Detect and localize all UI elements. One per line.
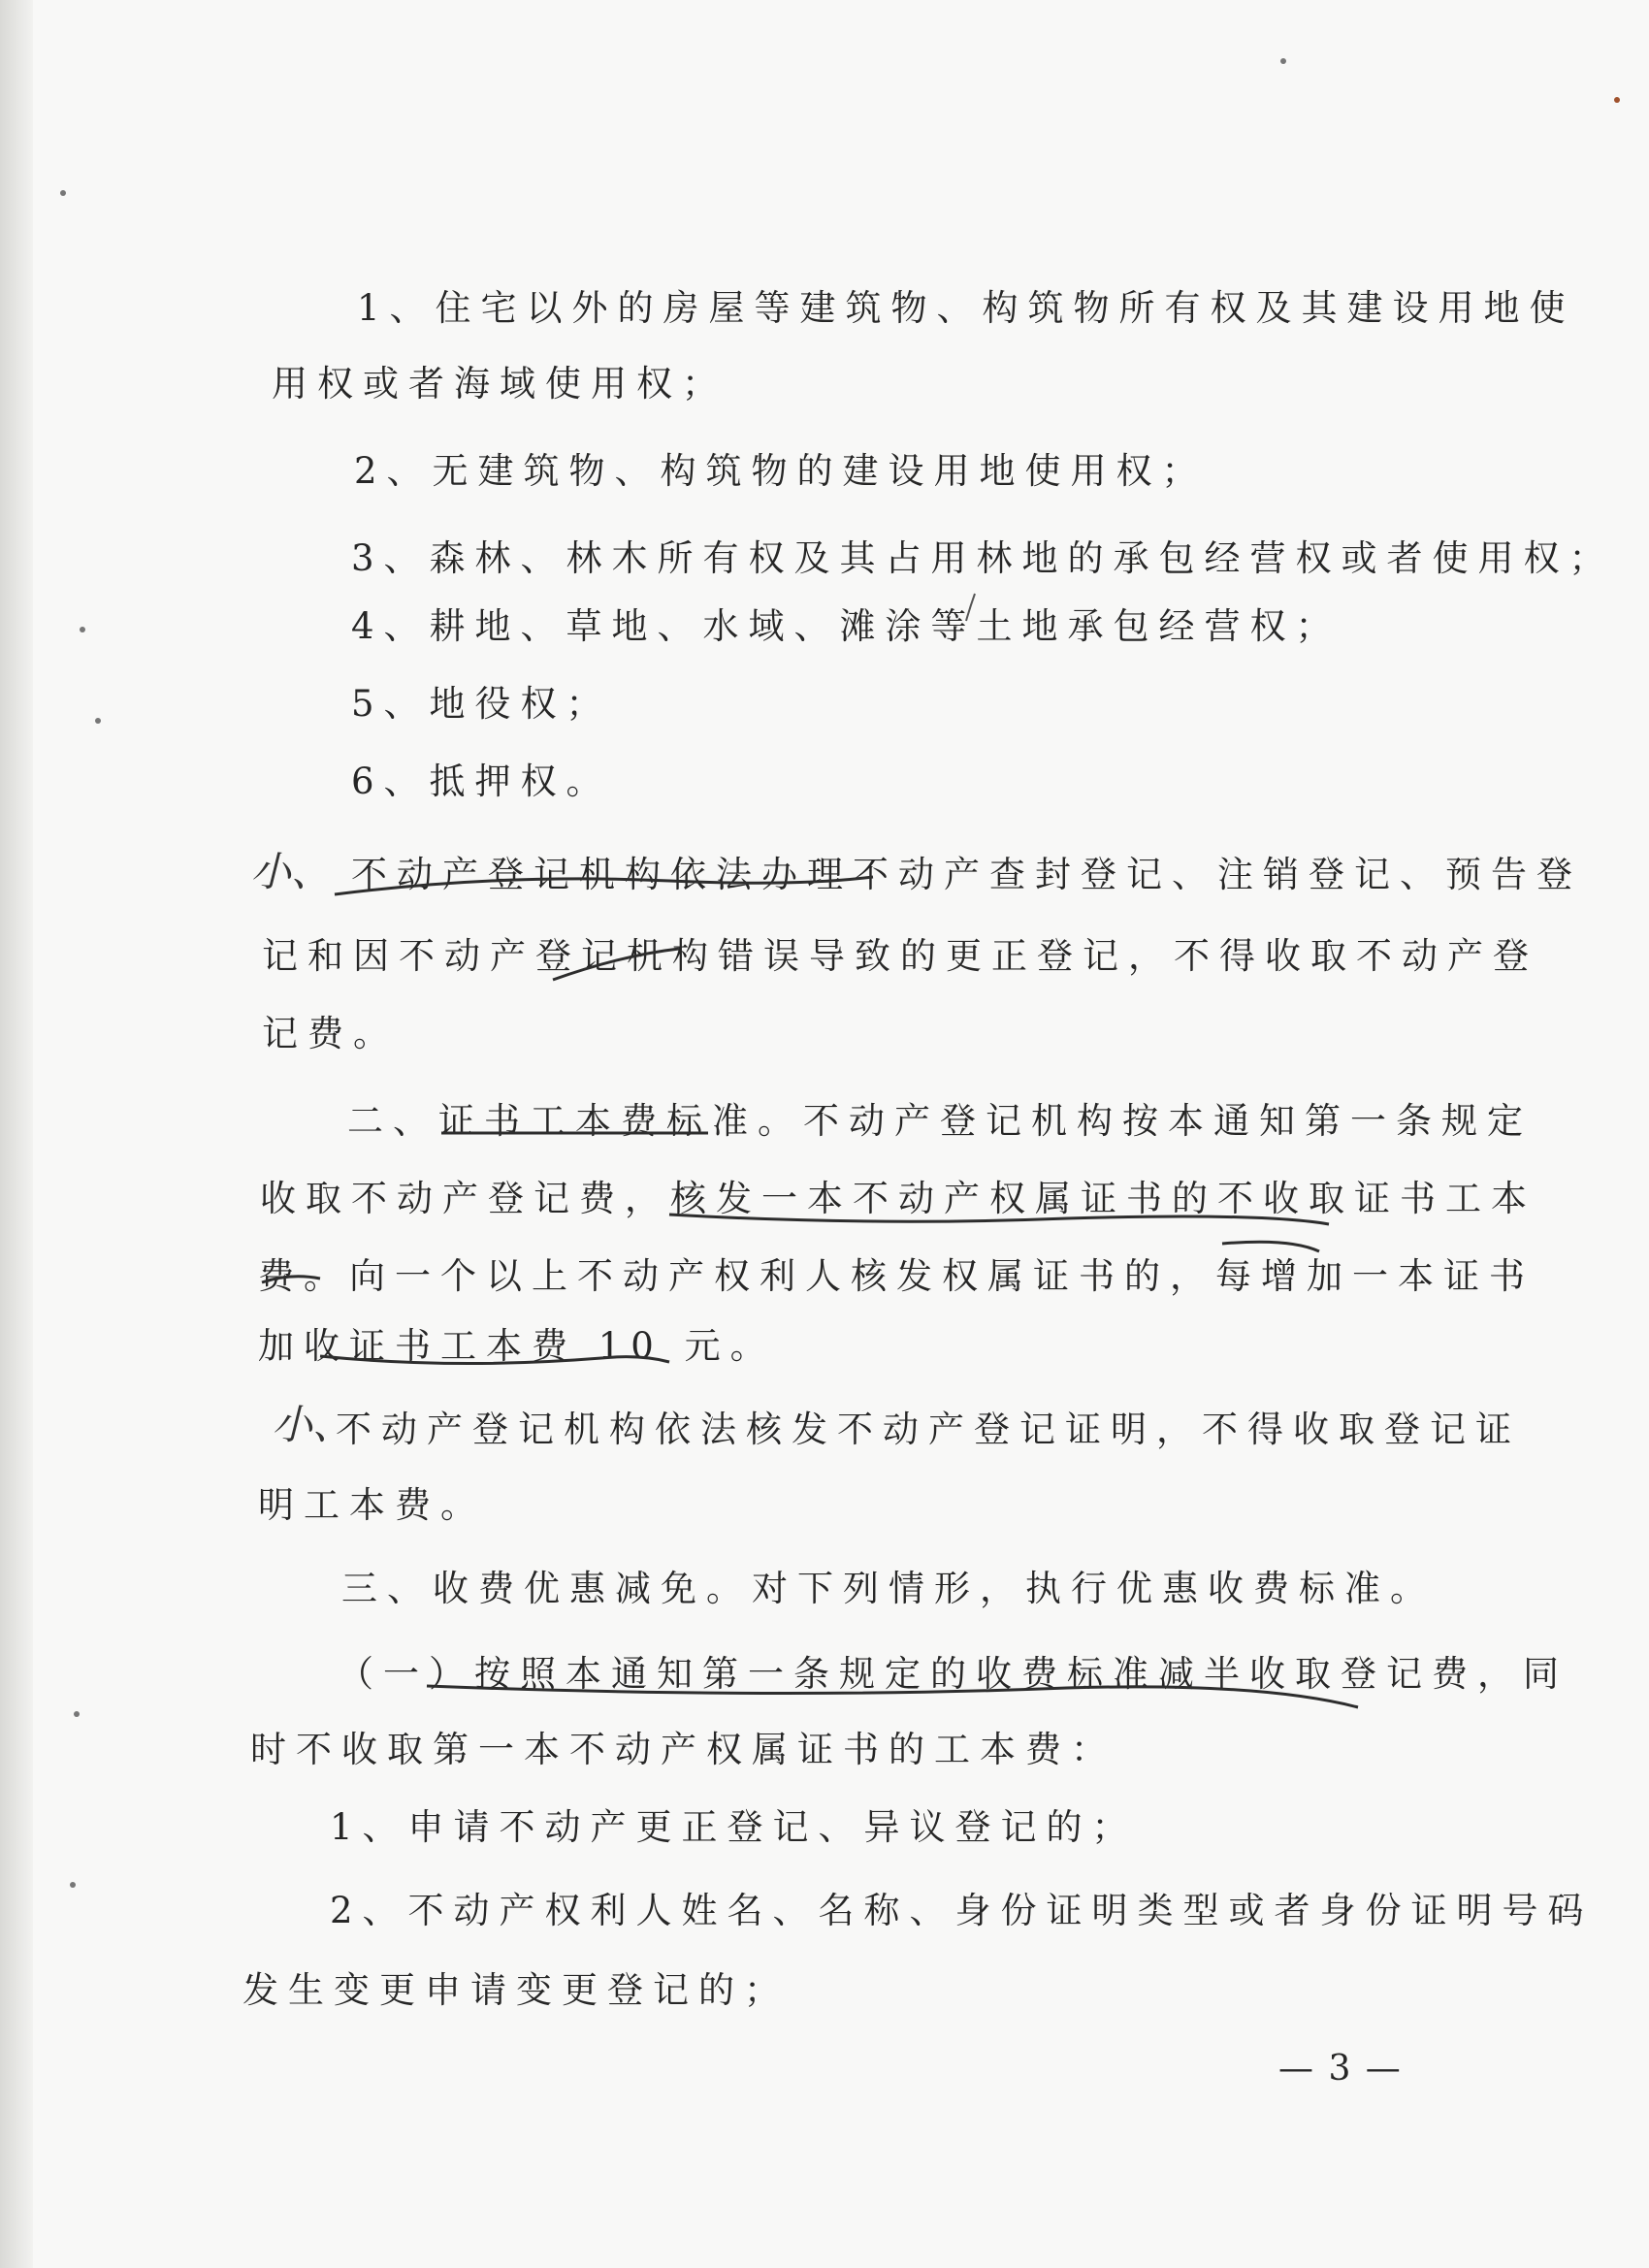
text-line-22: 发生变更申请变更登记的； xyxy=(242,1969,790,2011)
text-line-12: 收取不动产登记费，核发一本不动产权属证书的不收取证书工本 xyxy=(260,1178,1536,1219)
handwritten-marker-1: 小、 xyxy=(250,848,333,895)
scan-speck xyxy=(74,1711,80,1717)
scan-speck xyxy=(95,718,101,724)
text-line-1: 1、住宅以外的房屋等建筑物、构筑物所有权及其建设用地使 xyxy=(357,287,1575,329)
text-line-16: 明工本费。 xyxy=(258,1484,486,1526)
text-line-20: 1、申请不动产更正登记、异议登记的； xyxy=(330,1806,1138,1848)
text-line-13: 费。向一个以上不动产权利人核发权属证书的，每增加一本证书 xyxy=(258,1255,1535,1297)
text-line-9: 记和因不动产登记机构错误导致的更正登记，不得收取不动产登 xyxy=(262,935,1538,977)
text-line-17: 三、收费优惠减免。对下列情形，执行优惠收费标准。 xyxy=(341,1568,1436,1609)
scan-speck xyxy=(60,190,66,196)
text-line-3: 2、无建筑物、构筑物的建设用地使用权； xyxy=(354,450,1208,492)
text-line-5: 4、耕地、草地、水域、滩涂等土地承包经营权； xyxy=(351,605,1342,647)
text-line-4: 3、森林、林木所有权及其占用林地的承包经营权或者使用权； xyxy=(351,537,1615,579)
handwritten-marker-2: 小、 xyxy=(272,1401,354,1448)
scan-speck xyxy=(1614,97,1620,103)
text-line-11: 二、证书工本费标准。不动产登记机构按本通知第一条规定 xyxy=(347,1100,1533,1142)
text-line-7: 6、抵押权。 xyxy=(351,761,612,802)
text-line-2: 用权或者海域使用权； xyxy=(272,363,728,405)
text-line-21: 2、不动产权利人姓名、名称、身份证明类型或者身份证明号码 xyxy=(330,1890,1594,1931)
text-line-18: （一）按照本通知第一条规定的收费标准减半收取登记费，同 xyxy=(338,1653,1568,1695)
scan-shadow-edge xyxy=(0,0,33,2268)
text-line-10: 记费。 xyxy=(262,1013,399,1054)
scan-speck xyxy=(1280,58,1286,64)
text-line-15: 不动产登记机构依法核发不动产登记证明，不得收取登记证 xyxy=(336,1409,1521,1450)
page-number: — 3 — xyxy=(1278,2049,1403,2089)
scan-speck xyxy=(70,1882,76,1888)
text-line-6: 5、地役权； xyxy=(351,683,612,725)
scan-speck xyxy=(80,627,85,632)
text-line-14: 加收证书工本费 10 元。 xyxy=(258,1325,776,1367)
text-line-19: 时不收取第一本不动产权属证书的工本费： xyxy=(250,1729,1116,1770)
text-line-8: 不动产登记机构依法办理不动产查封登记、注销登记、预告登 xyxy=(351,854,1582,895)
